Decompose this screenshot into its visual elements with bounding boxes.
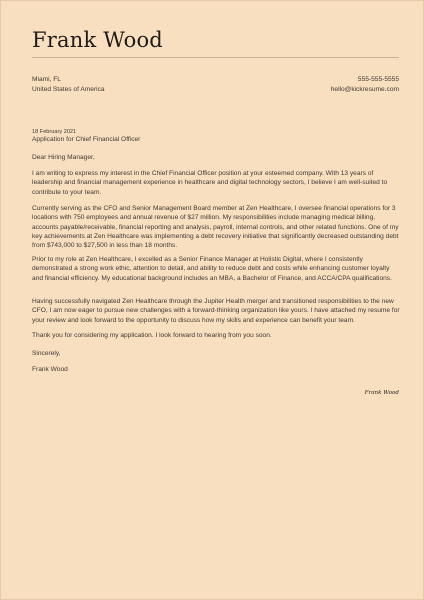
handwritten-signature: Frank Wood (364, 390, 399, 396)
letter-closing: Sincerely, (32, 350, 61, 357)
letter-paragraph: Prior to my role at Zen Healthcare, I excelled as a Senior Finance Manager at Holistic Digital, where I consistently demonstrated a strong work ethic, attention to detail, and ability to reduce debt and costs while enhancing customer loyalty and financial efficiency. My educational background includes an MBA, a Bachelor of Finance, and ACCA/CPA qualifications. (32, 256, 392, 282)
letter-paragraph: I am writing to express my interest in the Chief Financial Officer position at your esteemed company. With 13 years of leadership and financial management experience in healthcare and digital technology sectors, I believe I am well-suited to contribute to your team. (32, 170, 388, 196)
header-divider (32, 57, 399, 58)
contact-address (32, 75, 105, 94)
contact-phone: 555-555-5555 (357, 76, 399, 83)
applicant-name: Frank Wood (32, 28, 163, 52)
letter-date: 18 February 2021 (32, 129, 77, 135)
contact-country: United States of America (32, 85, 105, 93)
contact-email[interactable]: hello@kickresume.com (330, 85, 399, 93)
letter-paragraph: Having successfully navigated Zen Healthcare through the Jupiter Health merger and transitioned responsibilities to the new CFO, I am now eager to pursue new challenges with a forward-thinking organization like yours. I have attached my resume for your review and look forward to the opportunity to discuss how my skills and experience can benefit your team. (32, 298, 400, 324)
letter-signed-name: Frank Wood (32, 366, 68, 373)
letter-paragraph: Thank you for considering my application. I look forward to hearing from you soon. (32, 332, 272, 339)
letter-paragraph: Currently serving as the CFO and Senior Management Board member at Zen Healthcare, I oversee financial operations for 3 locations with 750 employees and annual revenue of $27 million. My responsibilities include managing medical billing, accounts payable/receivable, financial reporting and analysis, payroll, internal controls, and other related functions. One of my key achievements at Zen Healthcare was implementing a debt recovery initiative that significantly decreased outstanding debt from $743,000 to $27,500 in less than 18 months. (32, 205, 399, 250)
contact-details (331, 75, 399, 94)
letter-greeting: Dear Hiring Manager, (32, 154, 95, 161)
contact-city: Miami, FL (32, 76, 61, 83)
letter-subject: Application for Chief Financial Officer (32, 136, 141, 143)
